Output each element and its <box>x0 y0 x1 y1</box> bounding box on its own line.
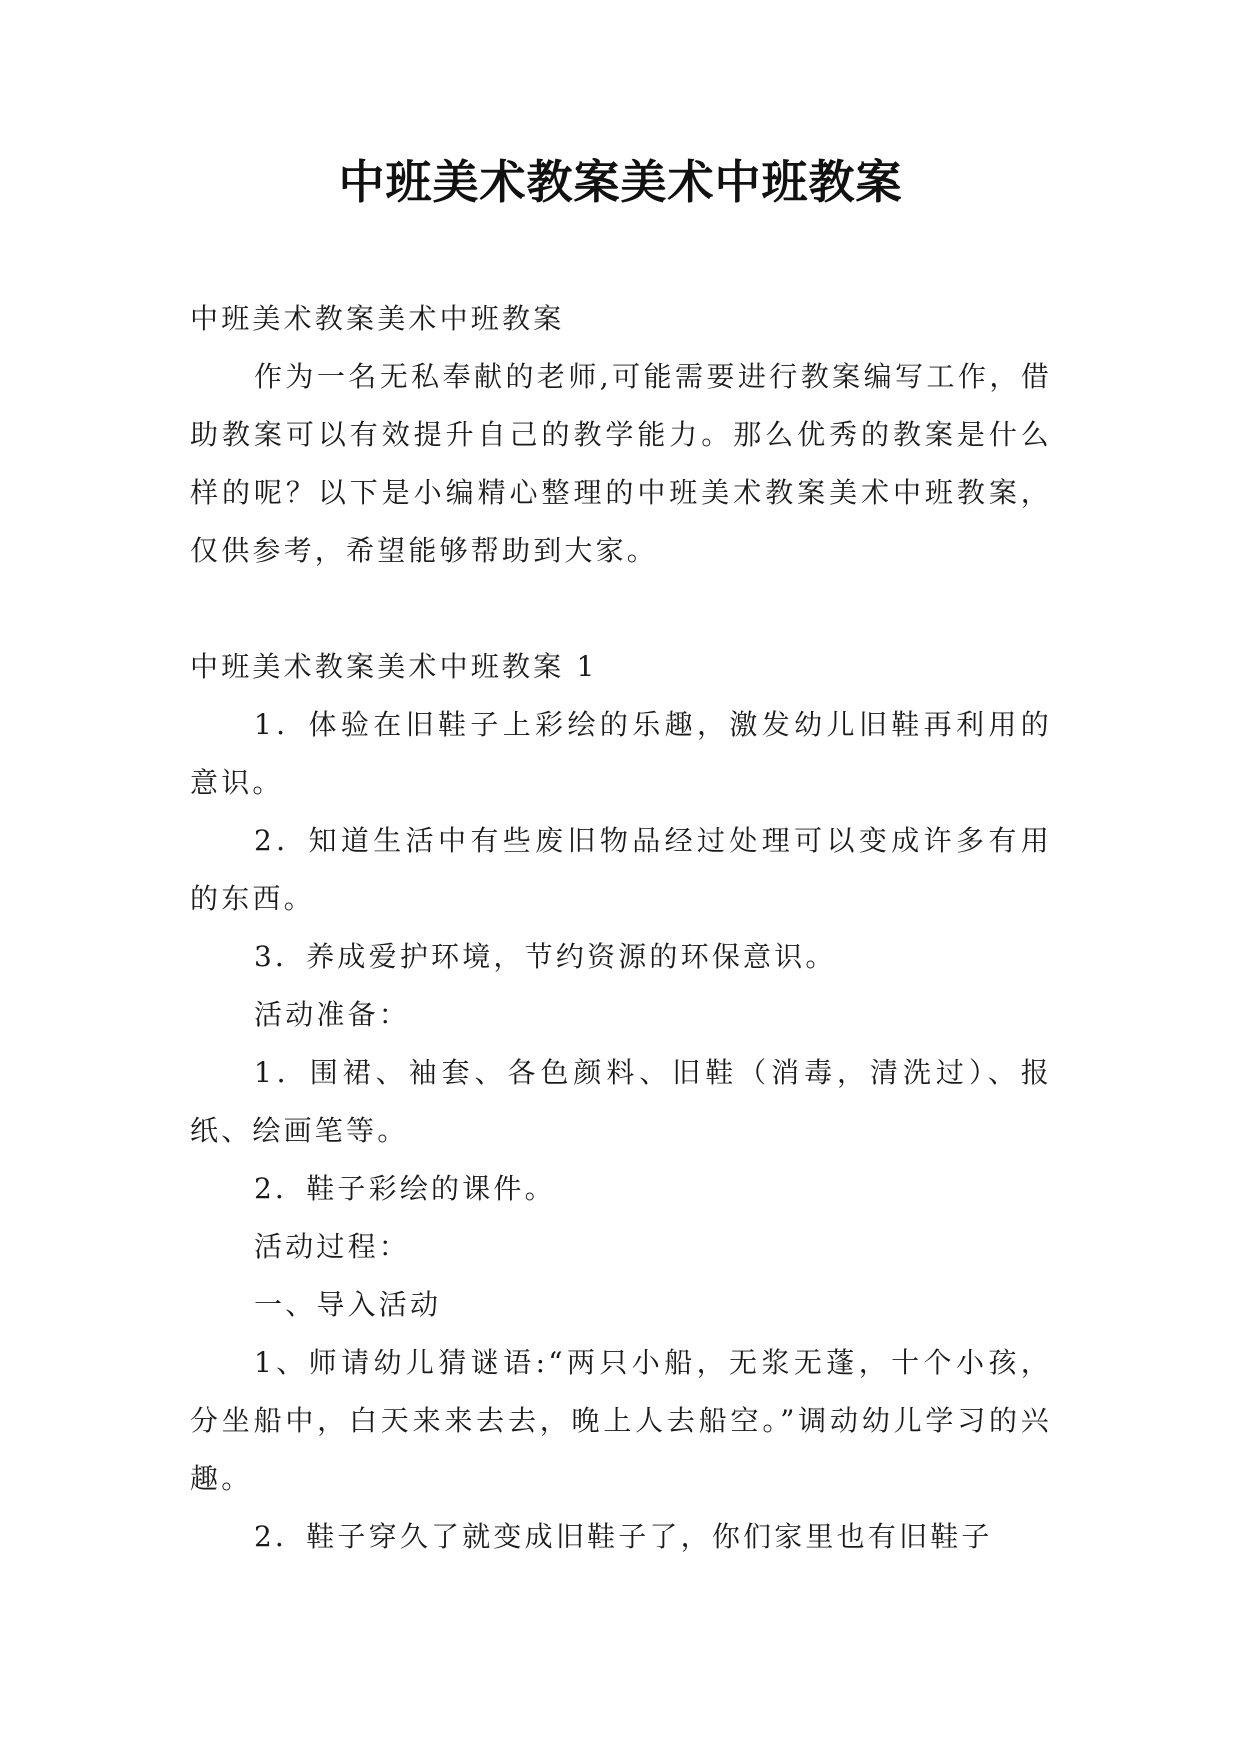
process-step-1: 1、师请幼儿猜谜语:“两只小船，无浆无蓬，十个小孩，分坐船中，白天来来去去，晚上人去船空。”调动幼儿学习的兴趣。 <box>190 1346 1052 1495</box>
document-subtitle: 中班美术教案美术中班教案 <box>190 302 565 335</box>
preparation-2: 2．鞋子彩绘的课件。 <box>254 1172 556 1205</box>
preparation-1: 1．围裙、袖套、各色颜料、旧鞋（消毒，清洗过）、报纸、绘画笔等。 <box>190 1056 1052 1147</box>
process-heading: 活动过程： <box>254 1230 411 1263</box>
document-body <box>190 290 1052 1566</box>
intro-paragraph: 作为一名无私奉献的老师,可能需要进行教案编写工作，借助教案可以有效提升自己的教学能力。那么优秀的教案是什么样的呢？以下是小编精心整理的中班美术教案美术中班教案，仅供参考，希望能够帮助到大家。 <box>190 360 1052 567</box>
process-step-2: 2．鞋子穿久了就变成旧鞋子了，你们家里也有旧鞋子 <box>254 1520 993 1553</box>
document-title: 中班美术教案美术中班教案 <box>338 155 903 209</box>
preparation-heading: 活动准备： <box>254 998 411 1031</box>
objective-2: 2．知道生活中有些废旧物品经过处理可以变成许多有用的东西。 <box>190 824 1052 915</box>
objective-3: 3．养成爱护环境，节约资源的环保意识。 <box>254 940 837 973</box>
section-heading: 中班美术教案美术中班教案 1 <box>190 650 598 683</box>
process-step-heading: 一、导入活动 <box>254 1288 442 1321</box>
objective-1: 1．体验在旧鞋子上彩绘的乐趣，激发幼儿旧鞋再利用的意识。 <box>190 708 1052 799</box>
